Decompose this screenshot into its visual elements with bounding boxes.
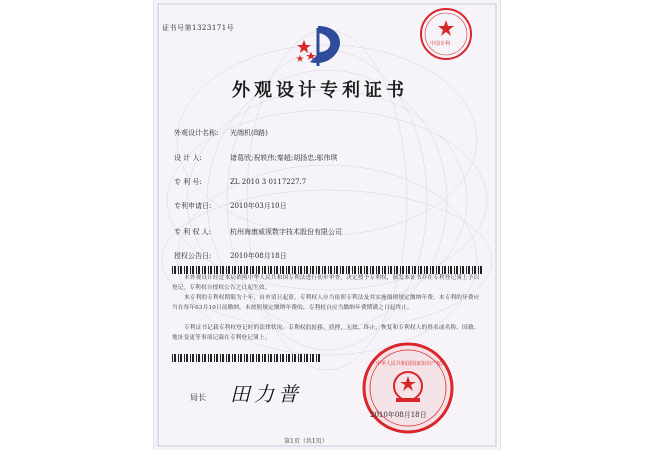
field-patentee [174, 227, 342, 237]
director-signature: 田力普 [230, 382, 302, 406]
national-seal-icon [360, 340, 456, 436]
paragraph-grant: 本外观设计经过本局依照中华人民共和国专利法进行初步审查，决定授予专利权，颁发本证书并在专利登记簿上予以登记。专利权自授权公告之日起生效。 [172, 275, 480, 291]
field-value: 光端机(8路) [230, 129, 268, 137]
corner-seal-icon [418, 6, 474, 62]
certificate-title: 外观设计专利证书 [232, 80, 408, 101]
field-designers [174, 153, 337, 163]
field-grant-date [174, 251, 287, 261]
field-label: 授权公告日: [174, 252, 212, 260]
field-label: 外观设计名称: [174, 129, 219, 137]
corner-seal-text: 中国专利 [430, 41, 451, 47]
field-value: 杭州海康威视数字技术股份有限公司 [230, 228, 342, 236]
paragraph-term: 本专利的专利权期限为十年，自申请日起算。专利权人应当依照专利法及其实施细则规定缴纳年费。本专利的年费应当在每年03月10日前缴纳。未按照规定缴纳年费的，专利权自应当缴纳年费期满之日起终止。 [172, 295, 480, 311]
field-design-name [174, 128, 268, 138]
certificate-page [153, 0, 501, 450]
director-label: 局长 [190, 393, 206, 402]
field-value: 诸葛欣;祝轶伟;秦超;胡扬忠;邬伟琪 [230, 154, 338, 162]
sipo-logo-icon [296, 22, 352, 70]
field-application-date [174, 201, 287, 211]
certificate-number: 证书号第1323171号 [162, 24, 235, 32]
field-value: 2010年03月10日 [230, 202, 287, 210]
field-value: ZL 2010 3 0117227.7 [230, 178, 307, 186]
page-footer: 第1页（共1页） [284, 438, 328, 445]
field-label: 设 计 人: [174, 154, 202, 162]
field-label: 专 利 号: [174, 178, 202, 186]
seal-date: 2010年08月18日 [370, 411, 427, 419]
paragraph-record: 专利证书记载专利权登记时的法律状况。专利权的转移、质押、无效、终止、恢复和专利权人的姓名或名称、国籍、地址变更等事项记载在专利登记簿上。 [172, 325, 480, 341]
seal-text: 中华人民共和国国家知识产权局 [376, 361, 447, 367]
field-patent-number [174, 177, 306, 187]
barcode-strip-bottom [172, 354, 322, 362]
field-label: 专 利 权 人: [174, 228, 212, 236]
field-value: 2010年08月18日 [230, 252, 287, 260]
field-label: 专利申请日: [174, 202, 212, 210]
